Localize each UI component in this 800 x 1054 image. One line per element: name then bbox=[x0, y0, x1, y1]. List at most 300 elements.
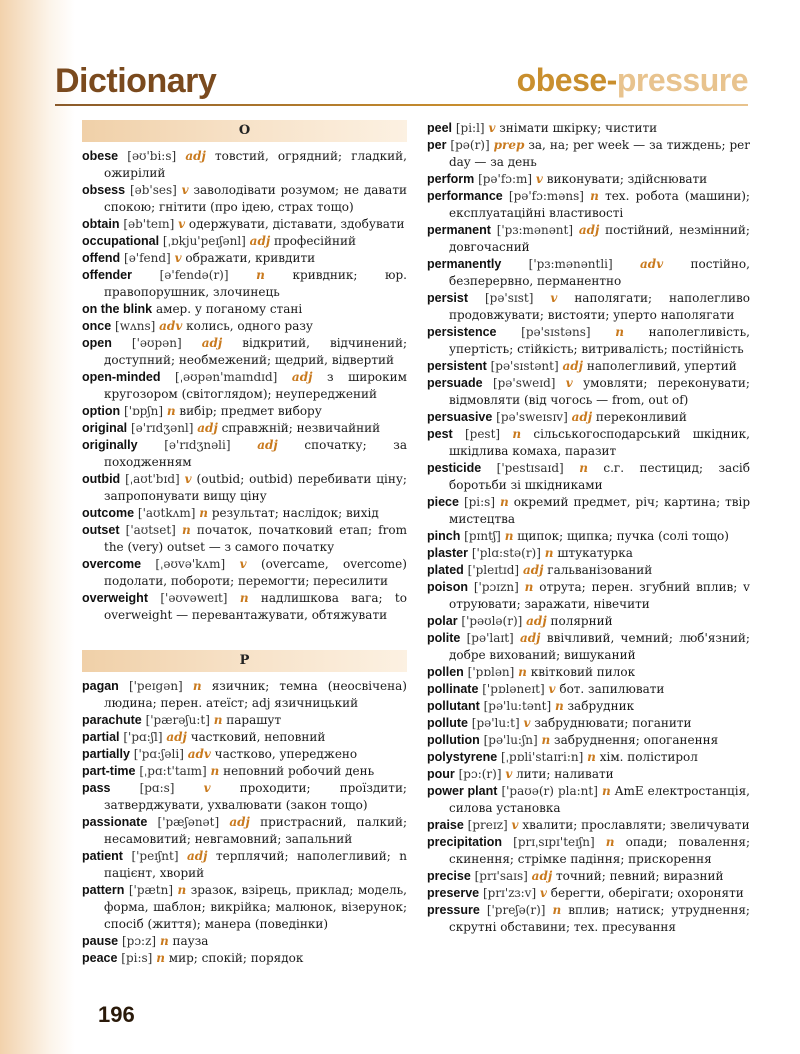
dictionary-entry bbox=[427, 171, 750, 188]
part-of-speech: v bbox=[174, 251, 182, 265]
dictionary-entry bbox=[427, 222, 750, 256]
part-of-speech: v bbox=[184, 472, 192, 486]
dictionary-entry bbox=[82, 780, 407, 814]
definition: штукатурка bbox=[557, 546, 633, 560]
dictionary-entry bbox=[427, 732, 750, 749]
transcription: ['pærəʃu:t] bbox=[145, 713, 210, 727]
dictionary-entry bbox=[82, 318, 407, 335]
header-divider bbox=[55, 104, 748, 106]
transcription: [pest] bbox=[464, 427, 501, 441]
transcription: ['paʊə(r) pla:nt] bbox=[501, 784, 598, 798]
headword: option bbox=[82, 404, 121, 418]
headword: outset bbox=[82, 523, 120, 537]
part-of-speech: adj bbox=[166, 730, 187, 744]
dictionary-entry bbox=[427, 902, 750, 936]
dictionary-entry bbox=[82, 148, 407, 182]
headword: parachute bbox=[82, 713, 142, 727]
dictionary-entry bbox=[82, 678, 407, 712]
transcription: [pə'laɪt] bbox=[466, 631, 514, 645]
definition: отрута; перен. згубний вплив; v отруювати; заражати, нівечити bbox=[449, 580, 750, 611]
transcription: [wʌns] bbox=[115, 319, 156, 333]
headword: persuade bbox=[427, 376, 483, 390]
headword: permanently bbox=[427, 257, 502, 271]
transcription: ['peɪʃnt] bbox=[131, 849, 179, 863]
transcription: [ˌɒkju'peɪʃənl] bbox=[162, 234, 246, 248]
part-of-speech: v bbox=[178, 217, 186, 231]
definition: умовляти; переконувати; відмовляти (від чогось — from, out of) bbox=[449, 376, 750, 407]
part-of-speech: n bbox=[500, 495, 509, 509]
headword: pest bbox=[427, 427, 453, 441]
definition: лити; наливати bbox=[516, 767, 614, 781]
dictionary-entry bbox=[82, 522, 407, 556]
section-heading-o: O bbox=[82, 120, 407, 142]
dictionary-entry bbox=[82, 301, 407, 318]
page-number: 196 bbox=[98, 1002, 135, 1027]
definition: постійно, безперервно, перманентно bbox=[449, 257, 750, 288]
dictionary-title: Dictionary bbox=[55, 62, 217, 100]
entries-p bbox=[82, 678, 407, 967]
definition: за, на; per week — за тиждень; per day — за день bbox=[449, 138, 750, 169]
definition: переконливий bbox=[595, 410, 687, 424]
headword: outbid bbox=[82, 472, 121, 486]
dictionary-entry bbox=[427, 613, 750, 630]
part-of-speech: n bbox=[590, 189, 599, 203]
headword: pollen bbox=[427, 665, 464, 679]
part-of-speech: n bbox=[210, 764, 220, 778]
transcription: [prɪˌsɪpɪ'teɪʃn] bbox=[513, 835, 595, 849]
definition: вплив; натиск; утруднення; скрутні обставини; тех. пресування bbox=[449, 903, 750, 934]
dictionary-entry bbox=[427, 545, 750, 562]
part-of-speech: prep bbox=[493, 138, 525, 152]
transcription: [ˌaʊt'bɪd] bbox=[125, 472, 180, 486]
dictionary-entry bbox=[427, 579, 750, 613]
transcription: [pə'sɪstəns] bbox=[521, 325, 591, 339]
dictionary-entry bbox=[82, 814, 407, 848]
dictionary-entry bbox=[82, 933, 407, 950]
definition: язичник; темна (неосвічена) людина; перен. атеїст; adj язичницький bbox=[104, 679, 407, 710]
definition: тех. робота (машини); експлуатаційні властивості bbox=[449, 189, 750, 220]
part-of-speech: v bbox=[488, 121, 496, 135]
definition: ввічливий, чемний; люб'язний; добре вихований; вишуканий bbox=[449, 631, 750, 662]
part-of-speech: n bbox=[541, 733, 551, 747]
part-of-speech: n bbox=[605, 835, 615, 849]
entries-o bbox=[82, 148, 407, 624]
range-start: obese bbox=[516, 62, 607, 98]
headword: open-minded bbox=[82, 370, 161, 384]
part-of-speech: n bbox=[181, 523, 191, 537]
definition: знімати шкірку; чистити bbox=[499, 121, 658, 135]
dictionary-entry bbox=[427, 664, 750, 681]
range-end: pressure bbox=[616, 62, 748, 98]
headword: pause bbox=[82, 934, 119, 948]
headword: occupational bbox=[82, 234, 160, 248]
definition: виконувати; здійснювати bbox=[546, 172, 708, 186]
headword: overcome bbox=[82, 557, 142, 571]
part-of-speech: v bbox=[239, 557, 247, 571]
transcription: ['pɑ:ʃəli] bbox=[133, 747, 184, 761]
definition: частковий, неповний bbox=[190, 730, 326, 744]
transcription: [pi:s] bbox=[121, 951, 153, 965]
part-of-speech: n bbox=[544, 546, 554, 560]
definition: наполегливий, упертий bbox=[586, 359, 737, 373]
transcription: ['pɜ:mənənt] bbox=[496, 223, 574, 237]
definition: окремий предмет, річ; картина; твір мистецтва bbox=[449, 495, 750, 526]
part-of-speech: n bbox=[518, 665, 527, 679]
transcription: [pi:l] bbox=[455, 121, 485, 135]
part-of-speech: n bbox=[587, 750, 596, 764]
headword: plaster bbox=[427, 546, 468, 560]
range-separator: - bbox=[606, 62, 617, 98]
transcription: [prɪ'zɜ:v] bbox=[482, 886, 537, 900]
headword: pagan bbox=[82, 679, 119, 693]
headword: pressure bbox=[427, 903, 480, 917]
transcription: ['peɪgən] bbox=[128, 679, 183, 693]
definition: хім. полістирол bbox=[599, 750, 698, 764]
dictionary-entry bbox=[427, 324, 750, 358]
part-of-speech: v bbox=[539, 886, 547, 900]
headword: pinch bbox=[427, 529, 461, 543]
definition: справжній; незвичайний bbox=[221, 421, 381, 435]
dictionary-entry bbox=[427, 715, 750, 732]
transcription: ['pleɪtɪd] bbox=[467, 563, 520, 577]
definition: забрудник bbox=[567, 699, 635, 713]
dictionary-entry bbox=[82, 712, 407, 729]
dictionary-entry bbox=[427, 834, 750, 868]
headword: pass bbox=[82, 781, 111, 795]
transcription: ['əʊpən] bbox=[131, 336, 182, 350]
definition: пауза bbox=[172, 934, 209, 948]
transcription: ['aʊtset] bbox=[125, 523, 176, 537]
part-of-speech: n bbox=[213, 713, 223, 727]
headword: pollution bbox=[427, 733, 480, 747]
dictionary-entry bbox=[427, 494, 750, 528]
dictionary-entry bbox=[427, 375, 750, 409]
transcription: [pɔ:z] bbox=[121, 934, 157, 948]
part-of-speech: n bbox=[579, 461, 588, 475]
dictionary-entry bbox=[82, 437, 407, 471]
headword: obese bbox=[82, 149, 119, 163]
dictionary-entry bbox=[82, 848, 407, 882]
transcription: ['aʊtkʌm] bbox=[137, 506, 196, 520]
definition: берегти, оберігати; охороняти bbox=[550, 886, 744, 900]
section-heading-p: P bbox=[82, 650, 407, 672]
headword: per bbox=[427, 138, 447, 152]
dictionary-entry bbox=[427, 868, 750, 885]
definition: пристрасний, палкий; несамовитий; невгамовний; запальний bbox=[104, 815, 407, 846]
part-of-speech: n bbox=[166, 404, 176, 418]
part-of-speech: adj bbox=[531, 869, 553, 883]
part-of-speech: v bbox=[511, 818, 519, 832]
part-of-speech: adj bbox=[522, 563, 544, 577]
definition: терплячий; наполегливий; n пацієнт, хворий bbox=[104, 849, 407, 880]
definition: AmE електростанція, силова установка bbox=[449, 784, 750, 815]
definition: початок, початковий етап; from the (very) outset — з самого початку bbox=[104, 523, 407, 554]
part-of-speech: adj bbox=[526, 614, 547, 628]
dictionary-entry bbox=[82, 763, 407, 780]
transcription: [pə(r)] bbox=[450, 138, 490, 152]
definition: полярний bbox=[550, 614, 613, 628]
headword: perform bbox=[427, 172, 475, 186]
part-of-speech: v bbox=[550, 291, 558, 305]
part-of-speech: adj bbox=[197, 421, 218, 435]
headword: polystyrene bbox=[427, 750, 498, 764]
dictionary-entry bbox=[82, 556, 407, 590]
dictionary-entry bbox=[427, 188, 750, 222]
headword: persist bbox=[427, 291, 468, 305]
definition: (overcame, overcome) подолати, побороти; перемогти; пересилити bbox=[104, 557, 407, 588]
part-of-speech: adj bbox=[186, 849, 208, 863]
dictionary-entry bbox=[82, 250, 407, 267]
transcription: ['pɒləneɪt] bbox=[482, 682, 545, 696]
part-of-speech: v bbox=[548, 682, 556, 696]
headword: persistence bbox=[427, 325, 497, 339]
headword: power plant bbox=[427, 784, 498, 798]
headword: polite bbox=[427, 631, 461, 645]
headword: overweight bbox=[82, 591, 148, 605]
part-of-speech: adj bbox=[571, 410, 593, 424]
transcription: [ə'rɪdʒnəli] bbox=[164, 438, 231, 452]
page-range bbox=[517, 62, 748, 99]
headword: performance bbox=[427, 189, 503, 203]
headword: originally bbox=[82, 438, 138, 452]
headword: offender bbox=[82, 268, 132, 282]
dictionary-entry bbox=[82, 746, 407, 763]
definition: щипок; щипка; пучка (солі тощо) bbox=[517, 529, 729, 543]
dictionary-entry bbox=[82, 729, 407, 746]
headword: polar bbox=[427, 614, 458, 628]
transcription: [əb'ses] bbox=[129, 183, 177, 197]
definition: відкритий, відчинений; доступний; необмежений; щедрий, відвертий bbox=[104, 336, 407, 367]
definition: с.г. пестицид; засіб боротьби зі шкідниками bbox=[449, 461, 750, 492]
part-of-speech: n bbox=[524, 580, 534, 594]
part-of-speech: n bbox=[615, 325, 624, 339]
dictionary-entry bbox=[427, 120, 750, 137]
part-of-speech: v bbox=[203, 781, 211, 795]
headword: passionate bbox=[82, 815, 148, 829]
definition: частково, упереджено bbox=[214, 747, 358, 761]
dictionary-entry bbox=[427, 256, 750, 290]
transcription: [pə'fɔ:m] bbox=[478, 172, 533, 186]
entries-right bbox=[427, 120, 750, 936]
definition: сільськогосподарський шкідник, шкідлива комаха, паразит bbox=[449, 427, 750, 458]
part-of-speech: adj bbox=[291, 370, 313, 384]
definition: вибір; предмет вибору bbox=[179, 404, 322, 418]
transcription: [pɪntʃ] bbox=[464, 529, 501, 543]
definition: одержувати, діставати, здобувати bbox=[188, 217, 405, 231]
definition: ображати, кривдити bbox=[185, 251, 316, 265]
transcription: [ə'fendə(r)] bbox=[159, 268, 229, 282]
part-of-speech: n bbox=[156, 951, 165, 965]
dictionary-entry bbox=[427, 783, 750, 817]
transcription: [pə'fɔ:məns] bbox=[508, 189, 584, 203]
part-of-speech: adj bbox=[201, 336, 223, 350]
transcription: ['pəʊlə(r)] bbox=[461, 614, 523, 628]
part-of-speech: v bbox=[565, 376, 573, 390]
headword: partial bbox=[82, 730, 120, 744]
transcription: [ˌpɑ:t'taɪm] bbox=[139, 764, 207, 778]
dictionary-entry bbox=[427, 766, 750, 783]
definition: професійний bbox=[274, 234, 356, 248]
dictionary-entry bbox=[82, 505, 407, 522]
dictionary-entry bbox=[82, 420, 407, 437]
definition: квітковий пилок bbox=[530, 665, 636, 679]
transcription: ['pæʃənət] bbox=[157, 815, 220, 829]
headword: open bbox=[82, 336, 112, 350]
part-of-speech: adj bbox=[562, 359, 583, 373]
transcription: ['preʃə(r)] bbox=[486, 903, 546, 917]
transcription: [ˌpɒli'staɪri:n] bbox=[501, 750, 584, 764]
transcription: [pə'lu:ʃn] bbox=[483, 733, 538, 747]
part-of-speech: n bbox=[554, 699, 564, 713]
headword: obtain bbox=[82, 217, 120, 231]
part-of-speech: n bbox=[159, 934, 169, 948]
headword: part-time bbox=[82, 764, 136, 778]
definition: з широким кругозором (світоглядом); неупереджений bbox=[104, 370, 407, 401]
headword: plated bbox=[427, 563, 464, 577]
part-of-speech: n bbox=[504, 529, 514, 543]
definition: постійний, незмінний; довгочасний bbox=[449, 223, 750, 254]
part-of-speech: adj bbox=[520, 631, 541, 645]
transcription: ['pɑ:ʃl] bbox=[123, 730, 163, 744]
dictionary-entry bbox=[82, 882, 407, 933]
definition: зразок, взірець, приклад; модель, форма, шаблон; викрійка; малюнок, візерунок; спосіб (життя); манера (поведінки) bbox=[104, 883, 407, 931]
transcription: [prɪ'saɪs] bbox=[474, 869, 528, 883]
transcription: [pə'lu:t] bbox=[471, 716, 520, 730]
part-of-speech: n bbox=[199, 506, 208, 520]
dictionary-entry bbox=[427, 137, 750, 171]
headword: obsess bbox=[82, 183, 126, 197]
part-of-speech: adj bbox=[257, 438, 278, 452]
headword: piece bbox=[427, 495, 459, 509]
definition: спочатку; за походженням bbox=[104, 438, 407, 469]
definition: наполягати; наполегливо продовжувати; вистояти; уперто наполягати bbox=[449, 291, 750, 322]
part-of-speech: adj bbox=[185, 149, 206, 163]
dictionary-entry bbox=[427, 528, 750, 545]
right-column bbox=[427, 120, 750, 936]
transcription: [pə'sɪstənt] bbox=[490, 359, 559, 373]
headword: precise bbox=[427, 869, 471, 883]
transcription: [əʊ'bi:s] bbox=[127, 149, 177, 163]
dictionary-entry bbox=[82, 403, 407, 420]
headword: outcome bbox=[82, 506, 135, 520]
transcription: [əb'teɪn] bbox=[123, 217, 175, 231]
definition: (outbid; outbid) перебивати ціну; запропонувати вищу ціну bbox=[104, 472, 407, 503]
part-of-speech: n bbox=[256, 268, 265, 282]
part-of-speech: n bbox=[512, 427, 522, 441]
part-of-speech: adj bbox=[578, 223, 600, 237]
definition: мир; спокій; порядок bbox=[168, 951, 304, 965]
transcription: [pɑ:s] bbox=[139, 781, 175, 795]
dictionary-entry bbox=[82, 216, 407, 233]
headword: peace bbox=[82, 951, 118, 965]
transcription: ['pɜ:mənəntli] bbox=[528, 257, 613, 271]
transcription: [pi:s] bbox=[463, 495, 496, 509]
part-of-speech: n bbox=[192, 679, 202, 693]
transcription: ['pɔɪzn] bbox=[473, 580, 519, 594]
headword: partially bbox=[82, 747, 130, 761]
transcription: ['pætn] bbox=[128, 883, 174, 897]
page-header bbox=[0, 0, 800, 110]
headword: pattern bbox=[82, 883, 125, 897]
dictionary-entry bbox=[427, 681, 750, 698]
headword: offend bbox=[82, 251, 121, 265]
part-of-speech: adv bbox=[159, 319, 183, 333]
transcription: ['əʊvəweɪt] bbox=[160, 591, 228, 605]
transcription: [pɔ:(r)] bbox=[458, 767, 502, 781]
dictionary-entry bbox=[427, 630, 750, 664]
dictionary-entry bbox=[82, 233, 407, 250]
transcription: ['pɒlən] bbox=[467, 665, 515, 679]
definition: амер. у поганому стані bbox=[155, 302, 303, 316]
transcription: [ə'fend] bbox=[124, 251, 171, 265]
headword: pollinate bbox=[427, 682, 479, 696]
part-of-speech: adj bbox=[249, 234, 271, 248]
dictionary-entry bbox=[427, 460, 750, 494]
dictionary-entry bbox=[427, 358, 750, 375]
definition: заволодівати розумом; не давати спокою; гнітити (про ідею, страх тощо) bbox=[104, 183, 407, 214]
definition: надлишкова вага; to overweight — перевантажувати, обтяжувати bbox=[104, 591, 407, 622]
definition: результат; наслідок; вихід bbox=[211, 506, 379, 520]
headword: precipitation bbox=[427, 835, 503, 849]
part-of-speech: adv bbox=[640, 257, 664, 271]
headword: patient bbox=[82, 849, 123, 863]
headword: persuasive bbox=[427, 410, 493, 424]
headword: permanent bbox=[427, 223, 491, 237]
headword: original bbox=[82, 421, 128, 435]
definition: наполегливість, упертість; стійкість; витривалість; постійність bbox=[449, 325, 750, 356]
definition: товстий, огрядний; гладкий, ожирілий bbox=[104, 149, 407, 180]
definition: проходити; проїздити; затверджувати, ухвалювати (закон тощо) bbox=[104, 781, 407, 812]
part-of-speech: n bbox=[177, 883, 187, 897]
headword: pesticide bbox=[427, 461, 482, 475]
dictionary-entry bbox=[82, 182, 407, 216]
definition: точний; певний; виразний bbox=[556, 869, 724, 883]
definition: хвалити; прославляти; звеличувати bbox=[522, 818, 750, 832]
transcription: [ə'rɪdʒənl] bbox=[130, 421, 194, 435]
definition: забруднення; опоганення bbox=[554, 733, 719, 747]
dictionary-entry bbox=[82, 335, 407, 369]
transcription: [pə'sweɪd] bbox=[492, 376, 556, 390]
dictionary-entry bbox=[427, 817, 750, 834]
part-of-speech: n bbox=[552, 903, 562, 917]
dictionary-entry bbox=[82, 950, 407, 967]
part-of-speech: adj bbox=[229, 815, 250, 829]
dictionary-entry bbox=[82, 471, 407, 505]
transcription: ['plɑ:stə(r)] bbox=[471, 546, 541, 560]
headword: on the blink bbox=[82, 302, 153, 316]
definition: кривдник; юр. правопорушник, злочинець bbox=[104, 268, 407, 299]
headword: praise bbox=[427, 818, 464, 832]
part-of-speech: v bbox=[505, 767, 513, 781]
headword: pollute bbox=[427, 716, 468, 730]
definition: бот. запилювати bbox=[559, 682, 665, 696]
dictionary-entry bbox=[427, 698, 750, 715]
definition: опади; повалення; скинення; стрімке падіння; прискорення bbox=[449, 835, 750, 866]
headword: pour bbox=[427, 767, 455, 781]
definition: колись, одного разу bbox=[186, 319, 313, 333]
definition: парашут bbox=[226, 713, 282, 727]
transcription: [pə'lu:tənt] bbox=[483, 699, 552, 713]
dictionary-entry bbox=[427, 409, 750, 426]
definition: гальванізований bbox=[547, 563, 653, 577]
definition: забруднювати; поганити bbox=[534, 716, 692, 730]
left-column bbox=[82, 120, 407, 967]
headword: once bbox=[82, 319, 112, 333]
dictionary-entry bbox=[82, 590, 407, 624]
headword: pollutant bbox=[427, 699, 480, 713]
headword: poison bbox=[427, 580, 468, 594]
part-of-speech: n bbox=[601, 784, 611, 798]
